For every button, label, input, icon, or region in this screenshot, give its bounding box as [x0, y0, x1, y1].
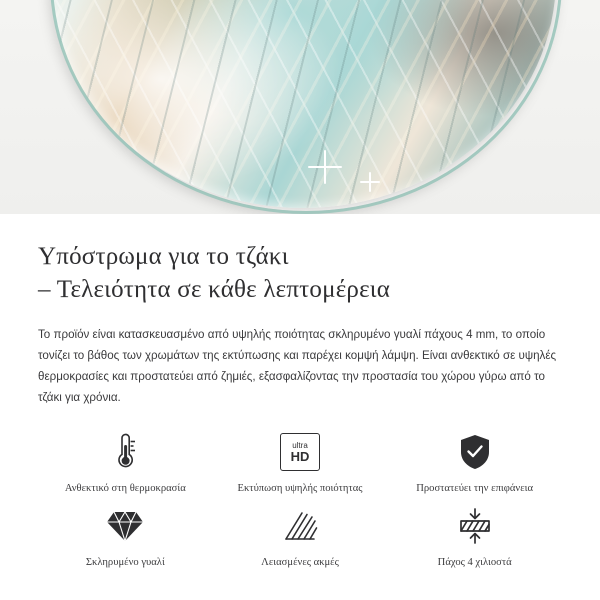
feature-item-tempered-glass — [38, 504, 213, 570]
page-title-line-1: Υπόστρωμα για το τζάκι — [38, 243, 289, 270]
ultra-hd-badge-line2: HD — [290, 448, 310, 464]
feature-item-polished-edges — [213, 504, 388, 570]
ultra-hd-badge-line1: ultra — [292, 440, 308, 450]
content-section — [0, 214, 600, 570]
thermometer-icon — [108, 430, 142, 474]
feature-label: Πάχος 4 χιλιοστά — [437, 557, 512, 568]
feature-grid — [38, 430, 562, 570]
feature-label: Λειασμένες ακμές — [261, 557, 339, 568]
feature-item-print-quality — [213, 430, 388, 496]
feature-label: Εκτύπωση υψηλής ποιότητας — [237, 483, 363, 494]
polished-edges-icon — [280, 504, 320, 548]
ultra-hd-icon — [280, 430, 320, 474]
description-paragraph: Το προϊόν είναι κατασκευασμένο από υψηλής ποιότητας σκληρυμένο γυαλί πάχους 4 mm, το οποίο τονίζει το βάθος των χρωμάτων της εκτύπωσης και παρέχει κομψή λάμψη. Είναι ανθεκτικό σε υψηλές θερμοκρασίες και προστατεύει από ζημιές, εξασφαλίζοντας την προστασία του χώρου γύρω από το τζάκι για χρόνια. — [38, 328, 557, 404]
marble-glass-disc-image — [50, 0, 556, 208]
feature-label: Προστατεύει την επιφάνεια — [416, 483, 534, 494]
feature-label: Σκληρυμένο γυαλί — [85, 557, 165, 568]
feature-item-thickness — [387, 504, 562, 570]
page-title-line-2: – Τελειότητα σε κάθε λεπτομέρεια — [38, 276, 391, 303]
diamond-icon — [105, 504, 145, 548]
page-title — [38, 240, 562, 306]
thickness-arrows-icon — [454, 504, 496, 548]
hero-image — [0, 0, 600, 214]
shield-check-icon — [457, 430, 493, 474]
feature-item-surface-protection — [387, 430, 562, 496]
feature-label: Ανθεκτικό στη θερμοκρασία — [64, 483, 186, 494]
feature-item-temperature-resistant — [38, 430, 213, 496]
